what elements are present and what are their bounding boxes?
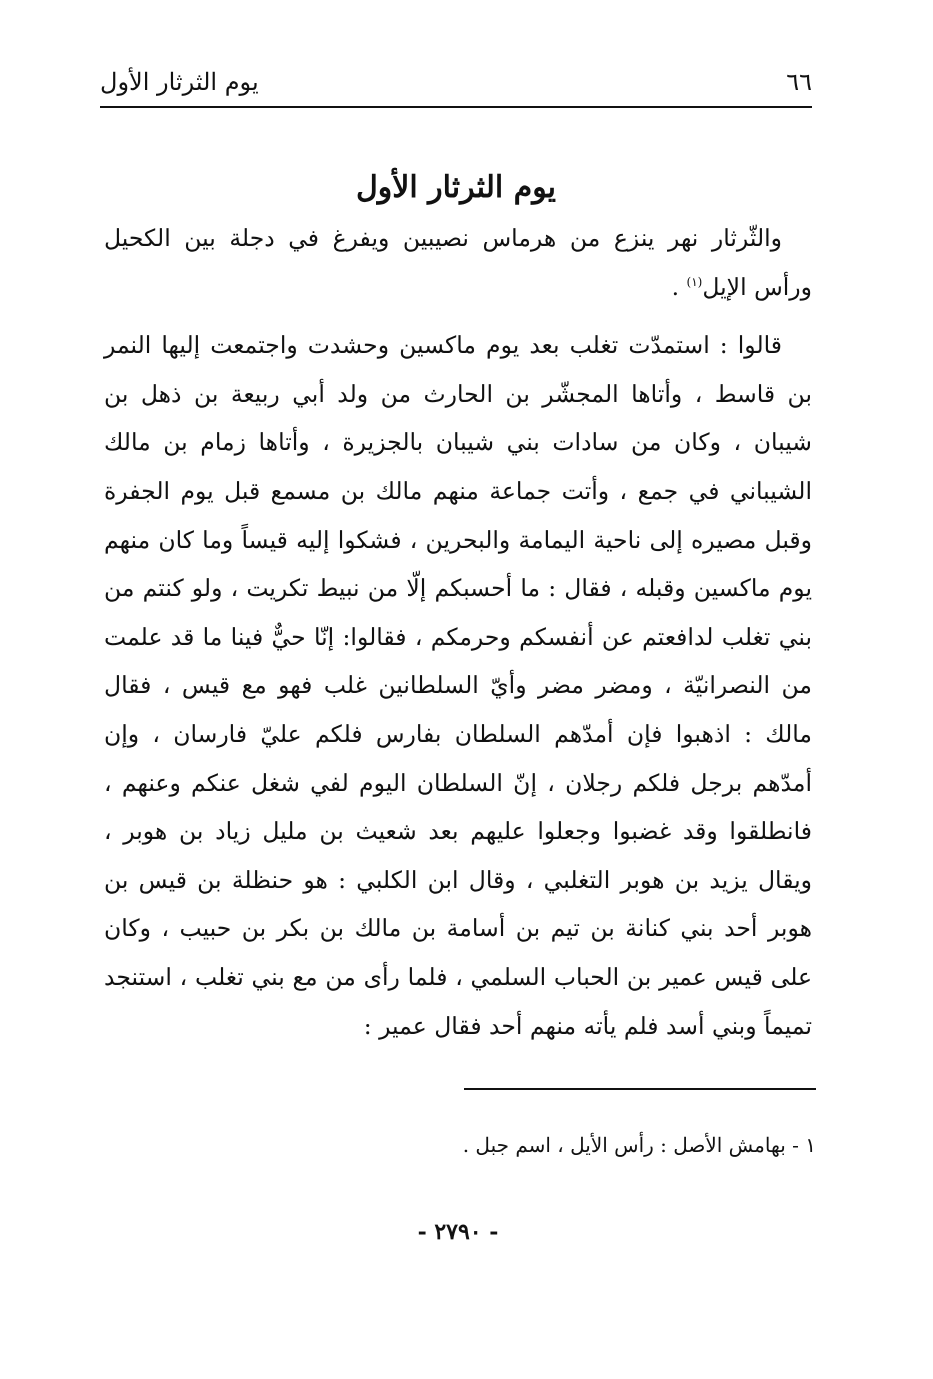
intro-text: والثّرثار نهر ينزع من هرماس نصيبين ويفرغ في دجلة بين الكحيل ورأس الإيل	[104, 224, 812, 301]
header-rule	[100, 106, 812, 108]
intro-text-end: .	[671, 272, 687, 301]
running-title: يوم الثرثار الأول	[100, 68, 259, 96]
chapter-title: يوم الثرثار الأول	[355, 170, 557, 205]
page-number: - ٢٧٩٠ -	[417, 1219, 499, 1245]
footnote-rule	[464, 1088, 816, 1090]
footnote: ١ - بهامش الأصل : رأس الأيل ، اسم جبل .	[462, 1133, 816, 1157]
main-paragraph	[104, 321, 812, 1050]
header-page-number: ٦٦	[786, 68, 812, 96]
footnote-reference: (١)	[686, 274, 703, 289]
intro-paragraph	[104, 214, 812, 311]
body-text	[104, 214, 812, 1050]
page-header	[100, 60, 812, 104]
main-text: قالوا : استمدّت تغلب بعد يوم ماكسين وحشدت واجتمعت إليها النمر بن قاسط ، وأتاها المجشّر بن الحارث من ولد أبي ربيعة بن ذهل بن شيبان ، وكان من سادات بني شيبان بالجزيرة ، وأتاها زمام بن مالك الشيباني في جمع ، وأتت جماعة منهم مالك بن مسمع قبل يوم الجفرة وقبل مصيره إلى ناحية اليمامة والبحرين ، فشكوا إليه قيساً وما كان منهم يوم ماكسين وقبله ، فقال : ما أحسبكم إلّا من نبيط تكريت ، ولو كنتم من بني تغلب لدافعتم عن أنفسكم وحرمكم ، فقالوا: إنّا حيٌّ فينا ما قد علمت من النصرانيّة ، ومضر مضر وأيّ السلطانين غلب فهو مع قيس ، فقال مالك : اذهبوا فإن أمدّهم السلطان بفارس فلكم عليّ فارسان ، وإن أمدّهم برجل فلكم رجلان ، إنّ السلطان اليوم لفي شغل عنكم وعنهم ، فانطلقوا وقد غضبوا وجعلوا عليهم بعد شعيث بن مليل زياد بن هوبر ، ويقال يزيد بن هوبر التغلبي ، وقال ابن الكلبي : هو حنظلة بن قيس بن هوبر أحد بني كنانة بن تيم بن أسامة بن مالك بن بكر بن حبيب ، وكان على قيس عمير بن الحباب السلمي ، فلما رأى من مع بني تغلب ، استنجد تميماً وبني أسد فلم يأته منهم أحد فقال عمير :	[104, 331, 812, 1040]
